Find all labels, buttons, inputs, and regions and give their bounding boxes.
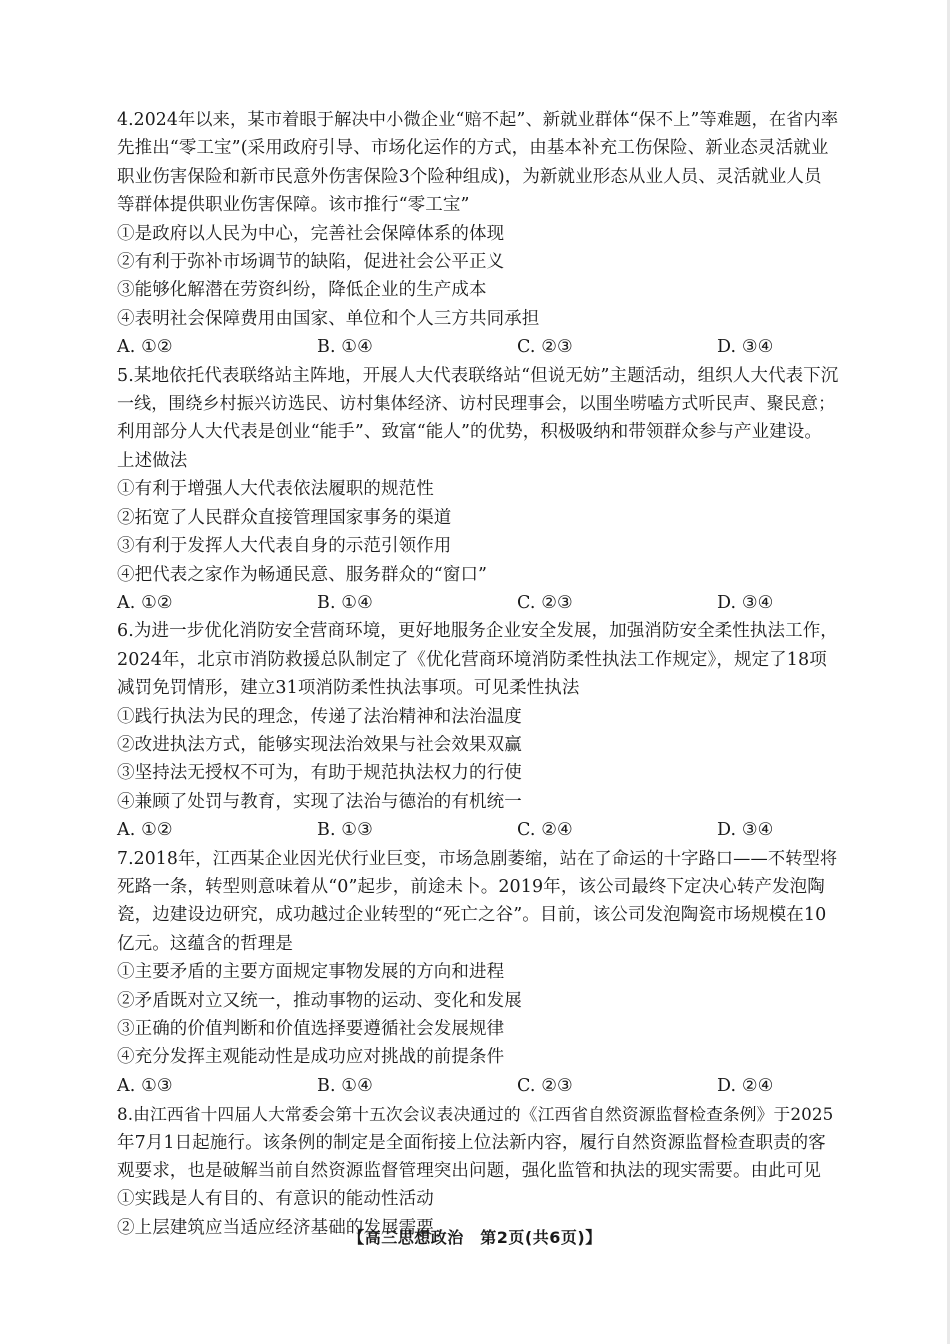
stem-line: 7.2018年，江西某企业因光伏行业巨变，市场急剧萎缩，站在了命运的十字路口——不转型将: [117, 848, 838, 869]
stem-line: 亿元。这蕴含的哲理是: [117, 933, 293, 954]
answer-choices: [117, 333, 817, 361]
stem-line: 利用部分人大代表是创业“能手”、致富“能人”的优势，积极吸纳和带领群众参与产业建设。: [117, 422, 822, 443]
statement-1: ①有利于增强人大代表依法履职的规范性: [117, 479, 434, 500]
stem-line: 观要求，也是破解当前自然资源监督管理突出问题，强化监管和执法的现实需要。由此可见: [117, 1161, 821, 1182]
stem-line: 5.某地依托代表联络站主阵地，开展人大代表联络站“但说无妨”主题活动，组织人大代表下沉: [117, 365, 839, 386]
choice-a: A. ①②: [117, 592, 173, 613]
statement-2: ②矛盾既对立又统一，推动事物的运动、变化和发展: [117, 990, 522, 1011]
statement-2: ②有利于弥补市场调节的缺陷，促进社会公平正义: [117, 252, 505, 273]
choice-a: A. ①②: [117, 820, 173, 841]
stem-line: 上述做法: [117, 450, 188, 471]
stem-line: 年7月1日起施行。该条例的制定是全面衔接上位法新内容，履行自然资源监督检查职责的客: [117, 1132, 826, 1153]
stem-line: 死路一条，转型则意味着从“0”起步，前途未卜。2019年，该公司最终下定决心转产发泡陶: [117, 876, 825, 897]
statement-1: ①是政府以人民为中心，完善社会保障体系的体现: [117, 223, 505, 244]
question-stem: [117, 845, 842, 959]
stem-line: 一线，围绕乡村振兴访选民、访村集体经济、访村民理事会，以围坐唠嗑方式听民声、聚民意；: [117, 394, 836, 415]
choice-d: D. ③④: [717, 592, 774, 613]
question-stem: [117, 106, 842, 220]
answer-choices: [117, 816, 817, 844]
statement-4: ④兼顾了处罚与教育，实现了法治与德治的有机统一: [117, 791, 522, 812]
choice-b: B. ①③: [317, 820, 373, 841]
choice-c: C. ②④: [517, 820, 573, 841]
statement-4: ④表明社会保障费用由国家、单位和个人三方共同承担: [117, 308, 540, 329]
answer-choices: [117, 1072, 817, 1100]
question-stem: [117, 362, 842, 476]
statement-1: ①主要矛盾的主要方面规定事物发展的方向和进程: [117, 962, 505, 983]
question-4: [117, 106, 842, 362]
stem-line: 职业伤害保险和新市民意外伤害保险3个险种组成)，为新就业形态从业人员、灵活就业人员: [117, 166, 822, 187]
question-stem: [117, 617, 842, 702]
statement-3: ③有利于发挥人大代表自身的示范引领作用: [117, 536, 452, 557]
statement-4: ④充分发挥主观能动性是成功应对挑战的前提条件: [117, 1047, 505, 1068]
choice-b: B. ①④: [317, 592, 373, 613]
answer-choices: [117, 589, 817, 617]
choice-a: A. ①③: [117, 1075, 173, 1096]
statement-3: ③正确的价值判断和价值选择要遵循社会发展规律: [117, 1019, 505, 1039]
choice-a: A. ①②: [117, 337, 173, 358]
statement-1: ①实践是人有目的、有意识的能动性活动: [117, 1189, 434, 1210]
stem-line: 等群体提供职业伤害保障。该市推行“零工宝”: [117, 195, 470, 216]
question-stem: [117, 1100, 842, 1185]
choice-c: C. ②③: [517, 592, 573, 613]
stem-line: 先推出“零工宝”(采用政府引导、市场化运作的方式，由基本补充工伤保险、新业态灵活就业: [117, 138, 829, 159]
question-8: [117, 1100, 842, 1242]
choice-d: D. ②④: [717, 1075, 774, 1096]
page-footer: 【高三思想政治 第2页(共6页)】: [348, 1228, 602, 1247]
question-5: [117, 362, 842, 618]
choice-d: D. ③④: [717, 337, 774, 358]
statement-2: ②拓宽了人民群众直接管理国家事务的渠道: [117, 507, 452, 528]
statement-4: ④把代表之家作为畅通民意、服务群众的“窗口”: [117, 564, 488, 585]
choice-b: B. ①④: [317, 1075, 373, 1096]
choice-c: C. ②③: [517, 337, 573, 358]
statement-3: ③能够化解潜在劳资纠纷，降低企业的生产成本: [117, 280, 487, 301]
question-7: [117, 845, 842, 1101]
statement-3: ③坚持法无授权不可为，有助于规范执法权力的行使: [117, 763, 522, 784]
choice-c: C. ②③: [517, 1075, 573, 1096]
stem-line: 4.2024年以来，某市着眼于解决中小微企业“赔不起”、新就业群体“保不上”等难题，在省内率: [117, 110, 839, 130]
stem-line: 减罚免罚情形，建立31项消防柔性执法事项。可见柔性执法: [117, 678, 580, 699]
choice-b: B. ①④: [317, 337, 373, 358]
stem-line: 瓷，边建设边研究，成功越过企业转型的“死亡之谷”。目前，该公司发泡陶瓷市场规模在10: [117, 905, 827, 926]
stem-line: 2024年，北京市消防救援总队制定了《优化营商环境消防柔性执法工作规定》，规定了18项: [117, 649, 827, 670]
exam-page: [117, 106, 842, 1242]
statement-2: ②上层建筑应当适应经济基础的发展需要: [117, 1217, 434, 1238]
stem-line: 8.由江西省十四届人大常委会第十五次会议表决通过的《江西省自然资源监督检查条例》于2025: [117, 1104, 834, 1125]
statement-2: ②改进执法方式，能够实现法治效果与社会效果双赢: [117, 734, 522, 755]
choice-d: D. ③④: [717, 820, 774, 841]
stem-line: 6.为进一步优化消防安全营商环境，更好地服务企业安全发展，加强消防安全柔性执法工作，: [117, 621, 838, 642]
question-6: [117, 617, 842, 844]
statement-1: ①践行执法为民的理念，传递了法治精神和法治温度: [117, 706, 522, 727]
